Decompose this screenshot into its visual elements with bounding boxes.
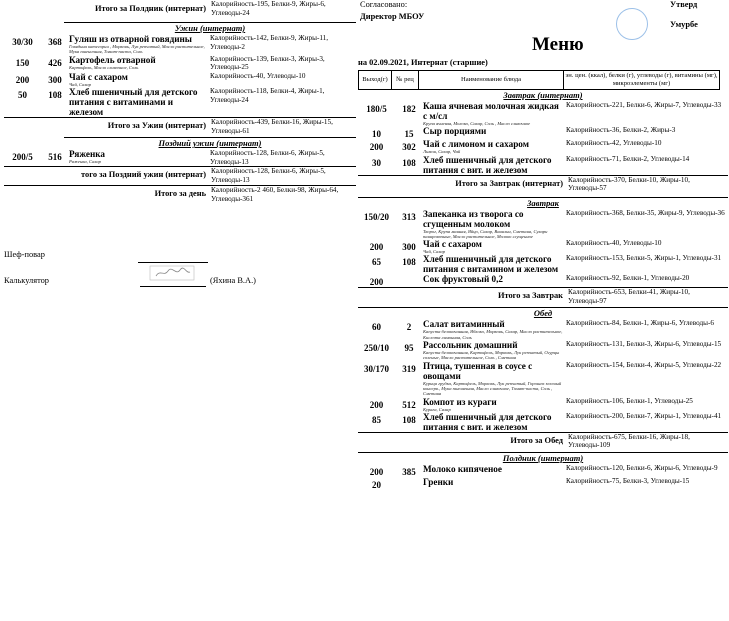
- dish-name: Хлеб пшеничный для детского питания с витамином и железом: [423, 254, 559, 275]
- section-title-late-supper: Поздний ужин (интернат): [64, 137, 356, 149]
- item-name-block: [69, 149, 208, 164]
- lunch-list: [358, 319, 728, 431]
- item-name-block: [69, 87, 208, 117]
- item-output: 150/20: [363, 211, 389, 222]
- total-nutrition: Калорийность-675, Белки-16, Жиры-18, Углеводы-109: [568, 432, 690, 450]
- total-label: Итого за Завтрак: [497, 291, 563, 301]
- left-menu-column: [4, 0, 356, 285]
- item-output: 30/170: [363, 363, 389, 374]
- column-header: [358, 70, 720, 90]
- item-recipe-number: 385: [402, 466, 416, 477]
- item-recipe-number: 319: [402, 363, 416, 374]
- column-name: Наименование блюда: [419, 71, 564, 90]
- dish-nutrition: Калорийность-154, Белки-4, Жиры-5, Углеводы-22: [566, 360, 722, 369]
- dish-composition: Капуста белокочанная, Картофель, Морковь, Лук репчатый, Огурцы соленые, Масло растительное, Соль , Сметана: [423, 350, 560, 361]
- breakfast-total-row: [358, 175, 728, 197]
- menu-item-row: [358, 126, 728, 139]
- column-num: № рец: [392, 71, 419, 90]
- dish-name: Компот из кураги: [423, 396, 497, 407]
- late-supper-list: [4, 149, 356, 166]
- item-recipe-number: 300: [48, 74, 62, 85]
- total-nutrition: Калорийность-128, Белки-6, Жиры-5, Углеводы-13: [211, 167, 326, 184]
- menu-item-row: [4, 34, 356, 55]
- agreed-label: Согласовано:: [360, 0, 408, 9]
- item-output: 200: [369, 142, 384, 153]
- item-name-block: [423, 464, 564, 474]
- item-recipe-number: 512: [402, 399, 416, 410]
- column-out: Выход(г): [359, 71, 392, 90]
- item-output: 60: [372, 322, 381, 333]
- item-output: 200: [369, 242, 384, 253]
- section-title-supper: Ужин (интернат): [64, 22, 356, 34]
- item-name-block: [423, 477, 564, 487]
- item-recipe-number: 95: [404, 343, 414, 354]
- dish-name: Чай с сахаром: [423, 239, 482, 250]
- item-output: 30: [372, 157, 381, 168]
- breakfast-list: [358, 101, 728, 175]
- dish-name: Птица, тушенная в соусе с овощами: [423, 360, 533, 381]
- item-name-block: [423, 155, 564, 175]
- item-name-block: [423, 101, 564, 126]
- item-output: 200: [369, 277, 384, 288]
- dish-composition: Лимон, Сахар, Чай: [423, 149, 461, 155]
- dish-name: Гренки: [423, 476, 454, 487]
- menu-item-row: [358, 340, 728, 361]
- total-nutrition: Калорийность-2 460, Белки-98, Жиры-64, Углеводы-361: [211, 186, 339, 203]
- supper-total-row: [4, 117, 356, 137]
- dish-composition: Капуста белокочанная, Яблоко, Морковь, Сахар, Масло растительное, Кислота лимонная, Соль: [423, 329, 563, 340]
- item-output: 200: [369, 466, 384, 477]
- menu-item-row: [358, 412, 728, 432]
- item-recipe-number: 108: [48, 90, 62, 101]
- dish-name: Чай с сахаром: [69, 71, 128, 82]
- dish-name: Хлеб пшеничный для детского питания с вит. и железом: [423, 411, 552, 432]
- dish-composition: Картофель, Масло сливочное, Соль: [69, 64, 139, 70]
- item-output: 150: [15, 57, 30, 68]
- total-nutrition: Калорийность-195, Белки-9, Жиры-6, Углеводы-24: [211, 0, 326, 17]
- dish-nutrition: Калорийность-40, Углеводы-10: [210, 71, 306, 80]
- dish-name: Сок фруктовый 0,2: [423, 274, 504, 285]
- late-total-row: [4, 166, 356, 185]
- item-name-block: [423, 209, 564, 240]
- total-nutrition: Калорийность-653, Белки-41, Жиры-10, Углеводы-97: [568, 288, 690, 306]
- item-name-block: [423, 126, 564, 136]
- dish-name: Чай с лимоном и сахаром: [423, 139, 529, 150]
- section-title-lunch: Обед: [358, 307, 728, 319]
- calculator-label: Калькулятор: [4, 276, 49, 285]
- menu-item-row: [358, 254, 728, 274]
- dish-name: Каша ячневая молочная жидкая с м/сл: [423, 101, 559, 121]
- item-recipe-number: 15: [404, 129, 414, 140]
- dish-name: Рассольник домашний: [423, 340, 518, 351]
- item-name-block: [423, 412, 564, 432]
- item-name-block: [69, 55, 208, 70]
- item-recipe-number: 368: [48, 37, 62, 47]
- dish-nutrition: Калорийность-92, Белки-1, Углеводы-20: [566, 274, 690, 283]
- item-output: 50: [18, 90, 27, 101]
- menu-item-row: [358, 274, 728, 287]
- calculator-signature: [140, 264, 206, 287]
- dish-nutrition: Калорийность-139, Белки-3, Жиры-3, Углеводы-25: [210, 54, 325, 72]
- dish-nutrition: Калорийность-36, Белки-2, Жиры-3: [566, 126, 676, 135]
- dish-nutrition: Калорийность-221, Белки-6, Жиры-7, Углеводы-33: [566, 101, 722, 109]
- item-output: 200: [369, 399, 384, 410]
- item-name-block: [423, 139, 564, 154]
- total-label: Итого за Обед: [510, 435, 563, 445]
- item-name-block: [423, 319, 564, 340]
- total-nutrition: Калорийность-439, Белки-16, Жиры-15, Углеводы-61: [211, 118, 333, 135]
- dish-nutrition: Калорийность-131, Белки-3, Жиры-6, Углеводы-15: [566, 340, 722, 349]
- item-recipe-number: 108: [402, 414, 416, 425]
- signature-scribble: [140, 264, 206, 286]
- menu-item-row: [358, 397, 728, 412]
- item-recipe-number: 426: [48, 57, 62, 68]
- item-output: 200: [15, 74, 30, 85]
- page-header: [358, 0, 728, 58]
- menu-item-row: [4, 55, 356, 72]
- dish-nutrition: Калорийность-368, Белки-35, Жиры-9, Углеводы-36: [566, 208, 725, 217]
- item-output: 200/5: [12, 152, 33, 163]
- page-title: Меню: [532, 34, 584, 55]
- item-recipe-number: [395, 477, 423, 480]
- item-output: 20: [372, 479, 381, 490]
- item-name-block: [423, 239, 564, 254]
- dish-composition: Ряженка, Сахар: [69, 159, 101, 165]
- menu-item-row: [358, 464, 728, 477]
- dish-name: Гуляш из отварной говядины: [69, 34, 192, 44]
- item-name-block: [69, 72, 208, 87]
- dish-name: Молоко кипяченое: [423, 463, 502, 474]
- dish-composition: Чай, Сахар: [69, 81, 92, 87]
- dish-composition: Творог, Крупа манная, Яйцо, Сахар, Ванилин, Сметана, Сухари панировочные, Масло растительное, Молоко сгущенное: [423, 228, 548, 239]
- chef-label: Шеф-повар: [4, 250, 45, 259]
- snack-total-row: [4, 0, 356, 22]
- item-recipe-number: 300: [402, 242, 416, 253]
- item-recipe-number: 108: [402, 257, 416, 268]
- snack-list: [358, 464, 728, 490]
- total-label: Итого за Полдник (интернат): [95, 4, 206, 13]
- dish-nutrition: Калорийность-42, Углеводы-10: [566, 139, 662, 148]
- dish-composition: Крупа ячневая, Молоко, Сахар, Соль , Масло сливочное: [423, 121, 531, 126]
- dish-nutrition: Калорийность-71, Белки-2, Углеводы-14: [566, 154, 690, 163]
- dish-name: Хлеб пшеничный для детского питания с вит. и железом: [423, 154, 552, 175]
- dish-name: Хлеб пшеничный для детского питания с витаминами и железом: [69, 87, 198, 118]
- menu-item-row: [358, 477, 728, 490]
- item-output: 30/30: [12, 37, 33, 47]
- menu-item-row: [358, 319, 728, 340]
- dish-nutrition: Калорийность-75, Белки-3, Углеводы-15: [566, 476, 690, 485]
- total-nutrition: Калорийность-370, Белки-10, Жиры-10, Углеводы-57: [568, 175, 690, 193]
- section-title-breakfast2: Завтрак: [358, 197, 728, 209]
- item-recipe-number: 313: [402, 211, 416, 222]
- item-recipe-number: 182: [402, 104, 416, 114]
- item-output: 65: [372, 257, 381, 268]
- chef-signature-line: [138, 262, 208, 263]
- dish-composition: Чай, Сахар: [423, 249, 446, 255]
- item-name-block: [423, 254, 564, 274]
- dish-name: Ряженка: [69, 149, 106, 160]
- dish-composition: Говядина категории , Морковь, Лук репчатый, Масло растительное, Мука пшеничная, Томат-паста, Соль: [69, 44, 205, 55]
- item-name-block: [423, 274, 564, 284]
- director-label: Директор МБОУ: [360, 12, 425, 21]
- head-label: Умурбе: [670, 20, 698, 29]
- dish-nutrition: Калорийность-40, Углеводы-10: [566, 239, 662, 248]
- item-name-block: [423, 340, 564, 361]
- dish-nutrition: Калорийность-84, Белки-1, Жиры-6, Углеводы-6: [566, 319, 714, 328]
- menu-item-row: [358, 209, 728, 240]
- column-nutrition: эн. цен. (ккал), белки (г), углеводы (г), витамины (мг), микроэлементы (мг): [564, 71, 720, 90]
- dish-name: Сыр порциями: [423, 126, 487, 137]
- lunch-total-row: [358, 432, 728, 452]
- breakfast2-list: [358, 209, 728, 288]
- item-recipe-number: 2: [406, 322, 412, 333]
- supper-list: [4, 34, 356, 117]
- total-label: Итого за день: [154, 189, 206, 199]
- dish-composition: Курица грудка, Картофель, Морковь, Лук репчатый, Горошек зеленый консерв., Мука пшеничная, Масло сливочное, Томат-паста, Соль , Сметана: [423, 380, 562, 397]
- item-name-block: [423, 361, 564, 397]
- section-title-breakfast: Завтрак (интернат): [503, 90, 583, 100]
- item-name-block: [69, 34, 208, 55]
- dish-name: Запеканка из творога со сгущенным молоком: [423, 208, 524, 229]
- menu-item-row: [4, 72, 356, 87]
- right-menu-column: [358, 0, 728, 490]
- menu-item-row: [4, 149, 356, 166]
- menu-item-row: [358, 155, 728, 175]
- item-output: 180/5: [366, 104, 387, 114]
- menu-item-row: [358, 361, 728, 397]
- dish-name: Салат витаминный: [423, 319, 505, 330]
- menu-item-row: [358, 101, 728, 126]
- section-title-snack: Полдник (интернат): [358, 452, 728, 464]
- dish-nutrition: Калорийность-118, Белки-4, Жиры-1, Углеводы-24: [210, 87, 325, 104]
- item-recipe-number: 302: [402, 142, 416, 153]
- item-output: 85: [372, 414, 381, 425]
- dish-name: Картофель отварной: [69, 54, 156, 65]
- dish-composition: Курага, Сахар: [423, 406, 451, 412]
- date-line: на 02.09.2021, Интернат (старшие): [358, 58, 488, 67]
- day-total-row: [4, 185, 356, 208]
- dish-nutrition: Калорийность-200, Белки-7, Жиры-1, Углеводы-41: [566, 411, 722, 420]
- item-output: 250/10: [363, 343, 389, 354]
- item-name-block: [423, 397, 564, 412]
- breakfast2-total-row: [358, 287, 728, 307]
- approved-label: Утверд: [670, 0, 698, 9]
- dish-nutrition: Калорийность-128, Белки-6, Жиры-5, Углеводы-13: [210, 149, 325, 166]
- dish-nutrition: Калорийность-106, Белки-1, Углеводы-25: [566, 396, 693, 405]
- stamp-seal: [616, 8, 648, 40]
- item-recipe-number: 108: [402, 157, 416, 168]
- dish-nutrition: Калорийность-142, Белки-9, Жиры-11, Углеводы-2: [210, 34, 329, 51]
- menu-item-row: [358, 239, 728, 254]
- total-label: Итого за Завтрак (интернат): [455, 178, 563, 188]
- item-output: 10: [372, 129, 381, 140]
- dish-nutrition: Калорийность-153, Белки-5, Жиры-1, Углеводы-31: [566, 254, 722, 263]
- item-recipe-number: [395, 274, 423, 277]
- total-label: того за Поздний ужин (интернат): [81, 170, 206, 180]
- calculator-name: (Яхина В.А.): [210, 276, 256, 285]
- total-label: Итого за Ужин (интернат): [107, 121, 206, 131]
- menu-item-row: [358, 139, 728, 154]
- dish-nutrition: Калорийность-120, Белки-6, Жиры-6, Углеводы-9: [566, 463, 718, 472]
- item-recipe-number: 516: [48, 152, 62, 163]
- menu-item-row: [4, 87, 356, 117]
